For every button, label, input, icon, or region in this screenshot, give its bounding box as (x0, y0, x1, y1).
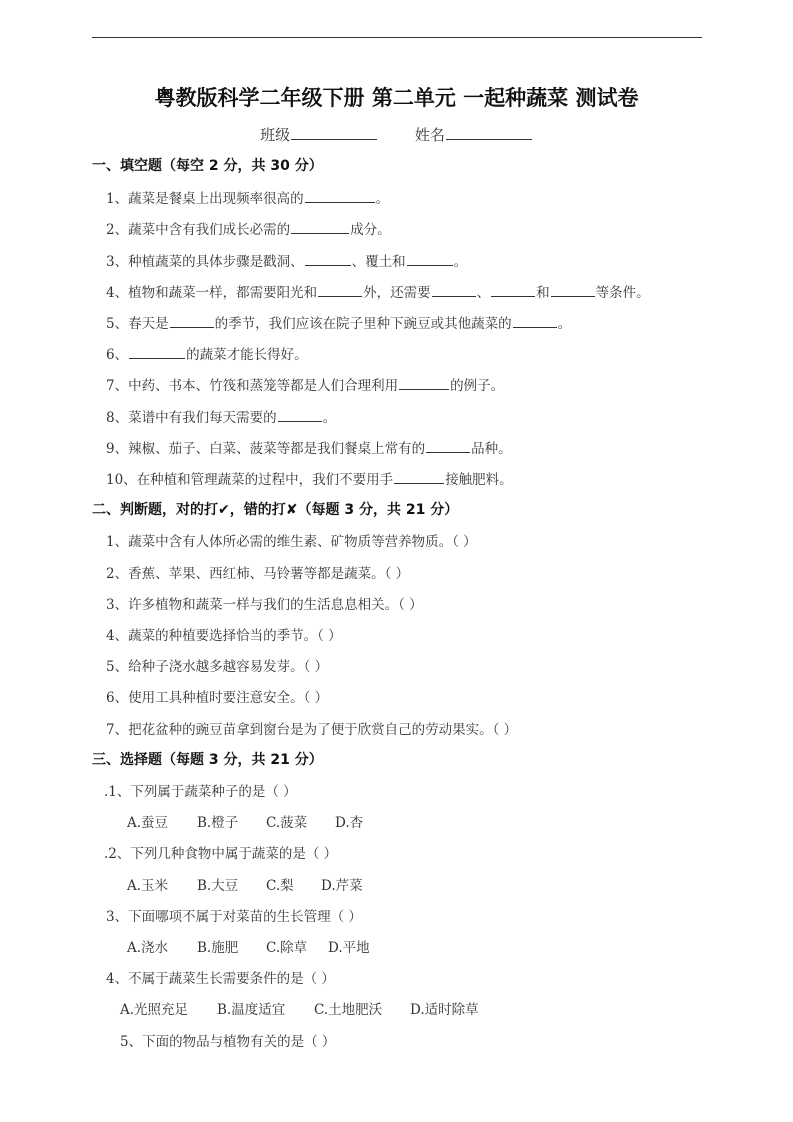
option-b[interactable]: B.温度适宜 (217, 1002, 286, 1018)
answer-blank[interactable] (129, 345, 185, 360)
option-c[interactable]: C.除草 (266, 940, 308, 956)
answer-blank[interactable] (170, 314, 214, 329)
answer-blank[interactable] (551, 283, 595, 298)
option-c[interactable]: C.菠菜 (266, 815, 308, 831)
answer-blank[interactable] (305, 252, 351, 267)
tf-question-3: 3、许多植物和蔬菜一样与我们的生活息息相关。（ ） (106, 597, 423, 613)
fill-question-5: 5、春天是 的季节，我们应该在院子里种下豌豆或其他蔬菜的 。 (106, 312, 571, 332)
section-fill-blank-title: 一、填空题（每空 2 分，共 30 分） (92, 158, 323, 174)
class-field (260, 124, 378, 145)
option-c[interactable]: C.梨 (266, 878, 294, 894)
check-mark-icon: ✔ (218, 502, 230, 518)
tf-question-4: 4、蔬菜的种植要选择恰当的季节。（ ） (106, 628, 342, 644)
section-true-false-title: 二、判断题，对的打✔，错的打✘（每题 3 分，共 21 分） (92, 502, 459, 518)
mc-question-1: .1、下列属于蔬菜种子的是（ ） (104, 784, 297, 800)
answer-blank[interactable] (394, 470, 444, 485)
fill-question-7: 7、中药、书本、竹筏和蒸笼等都是人们合理利用 的例子。 (106, 374, 504, 394)
section-multiple-choice-title: 三、选择题（每题 3 分，共 21 分） (92, 752, 323, 768)
answer-blank[interactable] (318, 283, 362, 298)
mc-question-3: 3、下面哪项不属于对菜苗的生长管理（ ） (106, 909, 362, 925)
option-d[interactable]: D.芹菜 (321, 878, 363, 894)
option-c[interactable]: C.土地肥沃 (314, 1002, 383, 1018)
option-b[interactable]: B.大豆 (197, 878, 239, 894)
fill-question-9: 9、辣椒、茄子、白菜、菠菜等都是我们餐桌上常有的 品种。 (106, 437, 512, 457)
name-blank[interactable] (446, 124, 532, 140)
answer-blank[interactable] (278, 408, 322, 423)
answer-blank[interactable] (491, 283, 535, 298)
option-d[interactable]: D.杏 (335, 815, 364, 831)
answer-blank[interactable] (432, 283, 476, 298)
option-b[interactable]: B.施肥 (197, 940, 239, 956)
fill-question-6: 6、 的蔬菜才能长得好。 (106, 343, 308, 363)
page-title: 粤教版科学二年级下册 第二单元 一起种蔬菜 测试卷 (154, 86, 639, 110)
fill-question-10: 10、在种植和管理蔬菜的过程中，我们不要用手 接触肥料。 (106, 468, 513, 488)
answer-blank[interactable] (291, 220, 349, 235)
answer-blank[interactable] (399, 376, 449, 391)
answer-blank[interactable] (305, 189, 375, 204)
mc-options-4 (120, 998, 479, 1018)
mc-question-2: .2、下列几种食物中属于蔬菜的是（ ） (104, 846, 338, 862)
class-label: 班级 (260, 126, 291, 144)
tf-question-6: 6、使用工具种植时要注意安全。（ ） (106, 690, 329, 706)
tf-question-1: 1、蔬菜中含有人体所必需的维生素、矿物质等营养物质。（ ） (106, 534, 477, 550)
fill-question-2: 2、蔬菜中含有我们成长必需的 成分。 (106, 218, 391, 238)
cross-mark-icon: ✘ (285, 502, 298, 518)
mc-options-2 (127, 874, 363, 894)
fill-question-4: 4、植物和蔬菜一样，都需要阳光和 外，还需要 、 和 等条件。 (106, 281, 650, 301)
answer-blank[interactable] (407, 252, 453, 267)
fill-question-3: 3、种植蔬菜的具体步骤是戳洞、 、覆土和 。 (106, 250, 467, 270)
student-info (0, 124, 793, 145)
name-field (415, 124, 533, 145)
answer-blank[interactable] (513, 314, 557, 329)
option-a[interactable]: A.浇水 (127, 940, 169, 956)
option-a[interactable]: A.光照充足 (120, 1002, 189, 1018)
option-a[interactable]: A.玉米 (127, 878, 169, 894)
option-a[interactable]: A.蚕豆 (127, 815, 169, 831)
mc-options-3 (127, 936, 370, 956)
header-rule (92, 37, 702, 38)
fill-question-8: 8、菜谱中有我们每天需要的 。 (106, 406, 336, 426)
fill-question-1: 1、蔬菜是餐桌上出现频率很高的 。 (106, 187, 389, 207)
tf-question-2: 2、香蕉、苹果、西红柿、马铃薯等都是蔬菜。（ ） (106, 566, 410, 582)
class-blank[interactable] (291, 124, 377, 140)
option-d[interactable]: D.平地 (328, 940, 370, 956)
tf-question-5: 5、给种子浇水越多越容易发芽。（ ） (106, 659, 329, 675)
option-d[interactable]: D.适时除草 (410, 1002, 479, 1018)
option-b[interactable]: B.橙子 (197, 815, 239, 831)
mc-options-1 (127, 811, 363, 831)
mc-question-5: 5、下面的物品与植物有关的是（ ） (120, 1034, 336, 1050)
answer-blank[interactable] (426, 439, 470, 454)
name-label: 姓名 (414, 126, 445, 144)
tf-question-7: 7、把花盆种的豌豆苗拿到窗台是为了便于欣赏自己的劳动果实。（ ） (106, 722, 518, 738)
mc-question-4: 4、不属于蔬菜生长需要条件的是（ ） (106, 971, 335, 987)
